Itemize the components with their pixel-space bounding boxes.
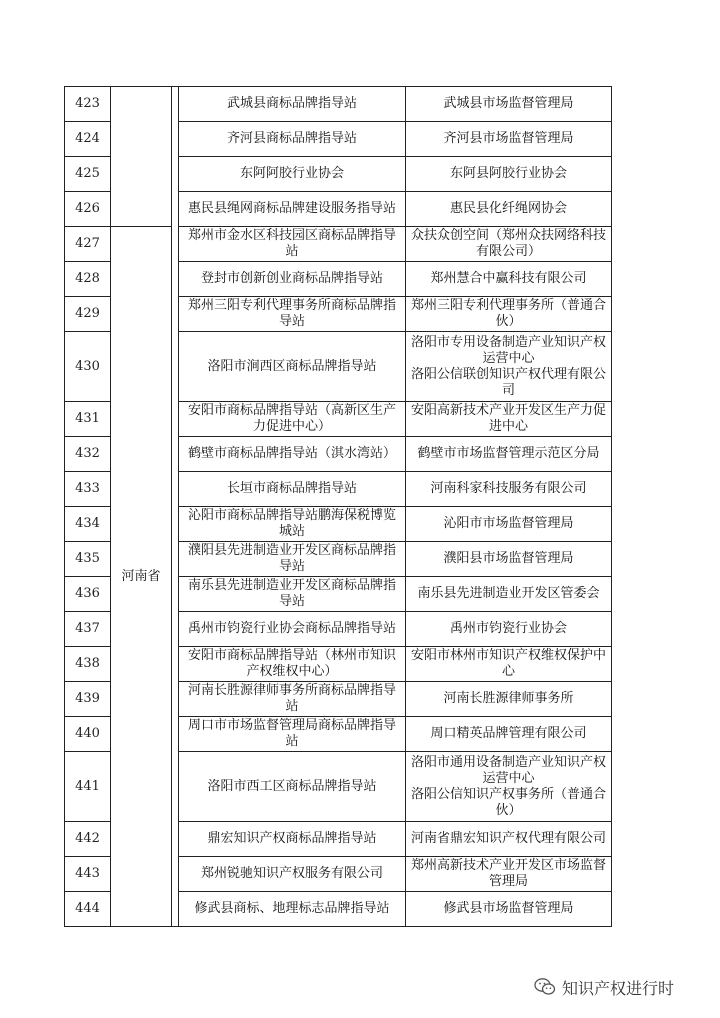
station-organization: 惠民县化纤绳网协会: [406, 192, 612, 227]
station-name: 洛阳市西工区商标品牌指导站: [179, 752, 406, 822]
station-name: 禹州市钧瓷行业协会商标品牌指导站: [179, 612, 406, 647]
row-number: 431: [65, 402, 111, 437]
station-name: 长垣市商标品牌指导站: [179, 472, 406, 507]
station-name: 鹤壁市商标品牌指导站（淇水湾站）: [179, 437, 406, 472]
station-name: 鼎宏知识产权商标品牌指导站: [179, 822, 406, 857]
station-name: 郑州锐驰知识产权服务有限公司: [179, 857, 406, 892]
station-name: 沁阳市商标品牌指导站鹏海保税博览城站: [179, 507, 406, 542]
station-name: 河南长胜源律师事务所商标品牌指导站: [179, 682, 406, 717]
station-table: [64, 86, 612, 927]
station-organization: 东阿县阿胶行业协会: [406, 157, 612, 192]
station-name: 东阿阿胶行业协会: [179, 157, 406, 192]
station-organization: 沁阳市市场监督管理局: [406, 507, 612, 542]
station-organization: 郑州慧合中赢科技有限公司: [406, 262, 612, 297]
column-gap: [172, 87, 179, 927]
province-cell: 河南省: [111, 227, 172, 927]
station-name: 南乐县先进制造业开发区商标品牌指导站: [179, 577, 406, 612]
station-organization: 武城县市场监督管理局: [406, 87, 612, 122]
station-organization: 南乐县先进制造业开发区管委会: [406, 577, 612, 612]
station-organization: 修武县市场监督管理局: [406, 892, 612, 927]
row-number: 436: [65, 577, 111, 612]
station-organization: 安阳市林州市知识产权维权保护中心: [406, 647, 612, 682]
station-name: 惠民县绳网商标品牌建设服务指导站: [179, 192, 406, 227]
row-number: 428: [65, 262, 111, 297]
row-number: 434: [65, 507, 111, 542]
organization-line-2: 洛阳公信知识产权事务所（普通合伙）: [410, 786, 606, 818]
row-number: 427: [65, 227, 111, 262]
station-organization: 周口精英品牌管理有限公司: [406, 717, 612, 752]
table-row: [65, 227, 612, 262]
row-number: 442: [65, 822, 111, 857]
station-name: 濮阳县先进制造业开发区商标品牌指导站: [179, 542, 406, 577]
row-number: 438: [65, 647, 111, 682]
station-name: 安阳市商标品牌指导站（林州市知识产权维权中心）: [179, 647, 406, 682]
row-number: 425: [65, 157, 111, 192]
station-name: 登封市创新创业商标品牌指导站: [179, 262, 406, 297]
watermark-text: 知识产权进行时: [562, 978, 675, 998]
station-name: 郑州市金水区科技园区商标品牌指导站: [179, 227, 406, 262]
station-organization: 河南省鼎宏知识产权代理有限公司: [406, 822, 612, 857]
row-number: 424: [65, 122, 111, 157]
station-organization: 河南科家科技服务有限公司: [406, 472, 612, 507]
station-organization: 禹州市钧瓷行业协会: [406, 612, 612, 647]
row-number: 437: [65, 612, 111, 647]
row-number: 432: [65, 437, 111, 472]
row-number: 444: [65, 892, 111, 927]
station-name: 安阳市商标品牌指导站（高新区生产力促进中心）: [179, 402, 406, 437]
organization-line-1: 洛阳市通用设备制造产业知识产权运营中心: [410, 754, 606, 786]
row-number: 430: [65, 332, 111, 402]
station-organization: 安阳高新技术产业开发区生产力促进中心: [406, 402, 612, 437]
row-number: 435: [65, 542, 111, 577]
row-number: 423: [65, 87, 111, 122]
station-name: 郑州三阳专利代理事务所商标品牌指导站: [179, 297, 406, 332]
station-name: 周口市市场监督管理局商标品牌指导站: [179, 717, 406, 752]
watermark: [534, 976, 674, 998]
station-name: 洛阳市涧西区商标品牌指导站: [179, 332, 406, 402]
organization-line-1: 洛阳市专用设备制造产业知识产权运营中心: [410, 334, 606, 366]
station-name: 武城县商标品牌指导站: [179, 87, 406, 122]
station-organization: 郑州三阳专利代理事务所（普通合伙）: [406, 297, 612, 332]
organization-line-2: 洛阳公信联创知识产权代理有限公司: [410, 366, 606, 398]
row-number: 440: [65, 717, 111, 752]
row-number: 441: [65, 752, 111, 822]
station-organization: 众扶众创空间（郑州众扶网络科技有限公司）: [406, 227, 612, 262]
station-organization: [406, 332, 612, 402]
station-organization: 齐河县市场监督管理局: [406, 122, 612, 157]
table-row: [65, 87, 612, 122]
row-number: 433: [65, 472, 111, 507]
station-organization: 濮阳县市场监督管理局: [406, 542, 612, 577]
station-organization: 鹤壁市市场监督管理示范区分局: [406, 437, 612, 472]
row-number: 443: [65, 857, 111, 892]
station-organization: 郑州高新技术产业开发区市场监督管理局: [406, 857, 612, 892]
station-organization: [406, 752, 612, 822]
row-number: 439: [65, 682, 111, 717]
station-organization: 河南长胜源律师事务所: [406, 682, 612, 717]
row-number: 429: [65, 297, 111, 332]
row-number: 426: [65, 192, 111, 227]
station-name: 齐河县商标品牌指导站: [179, 122, 406, 157]
wechat-icon: [534, 977, 556, 997]
province-cell-previous: [111, 87, 172, 227]
station-name: 修武县商标、地理标志品牌指导站: [179, 892, 406, 927]
